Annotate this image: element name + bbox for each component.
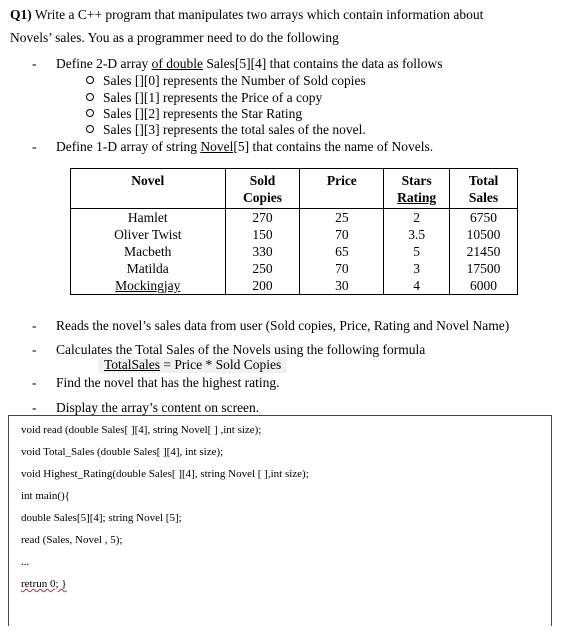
cell-sold: 150 <box>225 226 300 243</box>
sub-item <box>86 73 366 89</box>
header-text: Rating <box>397 190 437 205</box>
sub-item <box>86 106 302 122</box>
cell-sold: 270 <box>225 209 300 227</box>
circle-bullet-icon <box>86 125 94 133</box>
header-text: Price <box>326 173 357 188</box>
define-1d-prefix: Define 1-D array of string <box>56 139 201 154</box>
define-1d-suffix: 5] that contains the name of Novels. <box>237 139 434 154</box>
question-number: Q1) <box>10 7 32 22</box>
sub-item-text: Sales [][2] represents the Star Rating <box>103 106 303 121</box>
code-line-ellipsis: ... <box>21 556 30 568</box>
header-price <box>300 169 384 209</box>
header-text: Novel <box>131 173 165 188</box>
formula-rhs: = Price * Sold Copies <box>160 357 282 372</box>
sub-item <box>86 122 366 138</box>
cell-rating: 5 <box>384 243 450 260</box>
cell-total: 10500 <box>450 226 518 243</box>
table-row <box>71 260 518 277</box>
cell-total: 17500 <box>450 260 518 277</box>
sub-item <box>86 90 322 106</box>
sales-table <box>70 168 518 295</box>
code-line-total-prototype: void Total_Sales (double Sales[ ][4], int size); <box>21 446 224 458</box>
table-header-row <box>71 169 518 209</box>
total-sales-formula <box>98 357 287 373</box>
cell-total: 6750 <box>450 209 518 227</box>
code-line-declarations: double Sales[5][4]; string Novel [5]; <box>21 512 182 524</box>
cell-novel: Matilda <box>71 260 226 277</box>
code-line-highest-prototype: void Highest_Rating(double Sales[ ][4], string Novel [ ],int size); <box>21 468 309 480</box>
dash-bullet: - <box>32 342 37 357</box>
cell-sold: 250 <box>225 260 300 277</box>
circle-bullet-icon <box>86 76 94 84</box>
header-text: Total <box>468 173 499 188</box>
cell-rating: 2 <box>384 209 450 227</box>
cell-sold: 200 <box>225 277 300 295</box>
cell-rating: 3 <box>384 260 450 277</box>
cell-total: 6000 <box>450 277 518 295</box>
cell-novel-text: Mockingjay <box>115 278 181 293</box>
table-row <box>71 226 518 243</box>
formula-lhs: TotalSales <box>104 357 161 372</box>
question-intro <box>10 4 576 25</box>
define-2d-prefix: Define 2-D array <box>56 56 152 71</box>
define-2d-suffix: Sales[5][4] that contains the data as follows <box>202 56 443 71</box>
cell-novel <box>71 277 226 295</box>
header-text: Copies <box>243 190 283 205</box>
cell-price: 65 <box>300 243 384 260</box>
table-row <box>71 277 518 295</box>
sub-item-text: Sales [][1] represents the Price of a copy <box>103 90 323 105</box>
cell-novel: Hamlet <box>71 209 226 227</box>
cell-price: 70 <box>300 226 384 243</box>
cell-price: 70 <box>300 260 384 277</box>
cell-novel: Macbeth <box>71 243 226 260</box>
dash-bullet: - <box>32 56 37 71</box>
dash-bullet: - <box>32 375 37 390</box>
header-total-sales <box>450 169 518 209</box>
question-intro-line2: Novels’ sales. You as a programmer need to do the following <box>10 30 339 45</box>
cell-rating: 4 <box>384 277 450 295</box>
code-line-read-prototype: void read (double Sales[ ][4], string Novel[ ] ,int size); <box>21 424 262 436</box>
table-row <box>71 209 518 227</box>
cell-sold: 330 <box>225 243 300 260</box>
code-box <box>8 415 552 626</box>
table-row <box>71 243 518 260</box>
task-read: Reads the novel’s sales data from user (Sold copies, Price, Rating and Novel Name) <box>56 318 510 333</box>
code-line-main: int main(){ <box>21 490 70 502</box>
header-novel <box>71 169 226 209</box>
header-text: Sold <box>249 173 276 188</box>
circle-bullet-icon <box>86 109 94 117</box>
dash-bullet: - <box>32 139 37 154</box>
circle-bullet-icon <box>86 93 94 101</box>
sub-item-text: Sales [][0] represents the Number of Sold copies <box>103 73 366 88</box>
cell-novel: Oliver Twist <box>71 226 226 243</box>
task-highest-rating: Find the novel that has the highest rating. <box>56 375 280 390</box>
cell-price: 25 <box>300 209 384 227</box>
code-line-read-call: read (Sales, Novel , 5); <box>21 534 123 546</box>
define-1d-underlined: Novel[ <box>200 139 238 154</box>
define-2d-underlined: of double <box>151 56 203 71</box>
sub-item-text: Sales [][3] represents the total sales of the novel. <box>103 122 366 137</box>
header-stars-rating <box>384 169 450 209</box>
header-sold-copies <box>225 169 300 209</box>
task-calculate: Calculates the Total Sales of the Novels using the following formula <box>56 342 426 357</box>
dash-bullet: - <box>32 318 37 333</box>
code-line-return: retrun 0; } <box>21 578 67 590</box>
cell-rating: 3.5 <box>384 226 450 243</box>
define-2d-item <box>56 56 443 72</box>
header-text: Stars <box>401 173 432 188</box>
task-display: Display the array’s content on screen. <box>56 400 260 415</box>
dash-bullet: - <box>32 400 37 415</box>
cell-total: 21450 <box>450 243 518 260</box>
question-intro-line1: Write a C++ program that manipulates two arrays which contain information about <box>34 7 484 22</box>
header-text: Sales <box>468 190 499 205</box>
cell-price: 30 <box>300 277 384 295</box>
define-1d-item <box>56 139 433 155</box>
